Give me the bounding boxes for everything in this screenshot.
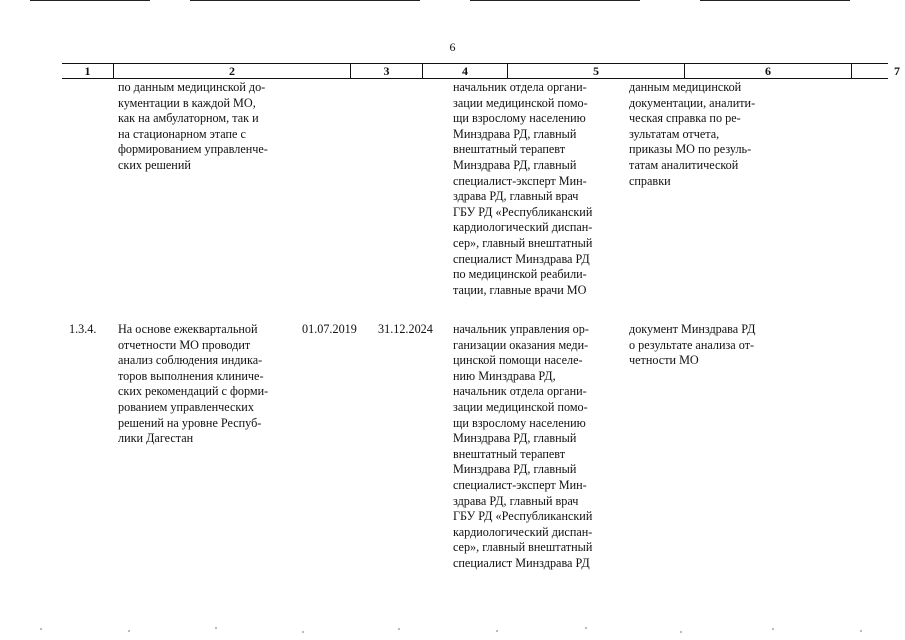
- scan-speck: [40, 628, 42, 630]
- text-line: Минздрава РД, главный: [453, 126, 577, 141]
- text-line: внештатный терапевт: [453, 446, 566, 461]
- text-line: торов выполнения клиниче-: [118, 368, 264, 383]
- text-line: начальник отдела органи-: [453, 80, 587, 94]
- header-col-1: 1: [84, 64, 91, 78]
- scan-speck: [860, 630, 862, 632]
- scan-speck: [128, 630, 130, 632]
- text-line: специалист-эксперт Мин-: [453, 173, 587, 188]
- row2-number: 1.3.4.: [69, 322, 97, 336]
- text-line: здрава РД, главный врач: [453, 493, 579, 508]
- text-line: документации, аналити-: [629, 95, 756, 110]
- text-line: зации медицинской помо-: [453, 95, 588, 110]
- header-col-3: 3: [383, 64, 390, 78]
- scan-edge-line: [190, 0, 420, 1]
- text-line: сер», главный внештатный: [453, 540, 593, 555]
- text-line: тации, главные врачи МО: [453, 282, 587, 297]
- text-line: Минздрава РД, главный: [453, 157, 577, 172]
- text-line: решений на уровне Респуб-: [118, 415, 262, 430]
- text-line: по данным медицинской до-: [118, 80, 266, 94]
- text-line: татам аналитической: [629, 157, 739, 172]
- text-line: кардиологический диспан-: [453, 220, 593, 235]
- text-line: зультатам отчета,: [629, 126, 720, 141]
- scan-speck: [585, 627, 587, 629]
- row2-start-date: 01.07.2019: [302, 322, 357, 336]
- page-number: 6: [449, 40, 456, 54]
- text-line: на стационарном этапе с: [118, 126, 246, 141]
- header-col-7: 7: [894, 64, 900, 78]
- text-line: ГБУ РД «Республиканский: [453, 204, 593, 219]
- text-line: кардиологический диспан-: [453, 524, 593, 539]
- table-header-row: [62, 63, 900, 79]
- text-line: начальник управления ор-: [453, 322, 589, 336]
- text-line: ГБУ РД «Республиканский: [453, 509, 593, 524]
- scan-edge-line: [30, 0, 150, 1]
- text-line: формированием управленче-: [118, 142, 268, 157]
- text-line: специалист Минздрава РД: [453, 251, 590, 266]
- header-col-6: 6: [765, 64, 771, 78]
- text-line: анализ соблюдения индика-: [118, 353, 263, 368]
- text-line: щи взрослому населению: [453, 111, 586, 126]
- text-line: приказы МО по резуль-: [629, 142, 752, 157]
- text-line: ческая справка по ре-: [629, 111, 741, 126]
- scan-speck: [398, 628, 400, 630]
- row1-responsible: [453, 80, 621, 298]
- scan-edge-line: [470, 0, 640, 1]
- text-line: как на амбулаторном, так и: [118, 111, 259, 126]
- text-line: зации медицинской помо-: [453, 399, 588, 414]
- text-line: цинской помощи населе-: [453, 353, 583, 368]
- text-line: отчетности МО проводит: [118, 337, 251, 352]
- text-line: Минздрава РД, главный: [453, 431, 577, 446]
- text-line: ских решений: [118, 157, 191, 172]
- text-line: справки: [629, 173, 671, 188]
- row2-result: [629, 322, 785, 369]
- text-line: о результате анализа от-: [629, 337, 755, 352]
- text-line: четности МО: [629, 353, 699, 368]
- scan-speck: [302, 631, 304, 633]
- text-line: На основе ежеквартальной: [118, 322, 258, 336]
- text-line: документ Минздрава РД: [629, 322, 756, 336]
- header-col-2: 2: [229, 64, 235, 78]
- scan-speck: [680, 631, 682, 633]
- text-line: здрава РД, главный врач: [453, 189, 579, 204]
- scan-edge-line: [700, 0, 850, 1]
- row2-description: [118, 322, 296, 447]
- text-line: ганизации оказания меди-: [453, 337, 589, 352]
- row1-description: [118, 80, 296, 174]
- text-line: ских рекомендаций с форми-: [118, 384, 269, 399]
- scan-speck: [215, 627, 217, 629]
- text-line: специалист-эксперт Мин-: [453, 477, 587, 492]
- text-line: кументации в каждой МО,: [118, 95, 256, 110]
- scan-speck: [772, 628, 774, 630]
- scan-speck: [496, 630, 498, 632]
- text-line: начальник отдела органи-: [453, 384, 587, 399]
- text-line: нию Минздрава РД,: [453, 368, 556, 383]
- header-col-4: 4: [462, 64, 468, 78]
- text-line: лики Дагестан: [118, 431, 194, 446]
- header-col-5: 5: [593, 64, 599, 78]
- text-line: рованием управленческих: [118, 399, 254, 414]
- text-line: Минздрава РД, главный: [453, 462, 577, 477]
- text-line: сер», главный внештатный: [453, 235, 593, 250]
- text-line: по медицинской реабили-: [453, 267, 587, 282]
- text-line: внештатный терапевт: [453, 142, 566, 157]
- text-line: специалист Минздрава РД: [453, 555, 590, 570]
- row1-result: [629, 80, 785, 189]
- text-line: данным медицинской: [629, 80, 742, 94]
- row2-end-date: 31.12.2024: [378, 322, 433, 336]
- row2-responsible: [453, 322, 621, 572]
- text-line: щи взрослому населению: [453, 415, 586, 430]
